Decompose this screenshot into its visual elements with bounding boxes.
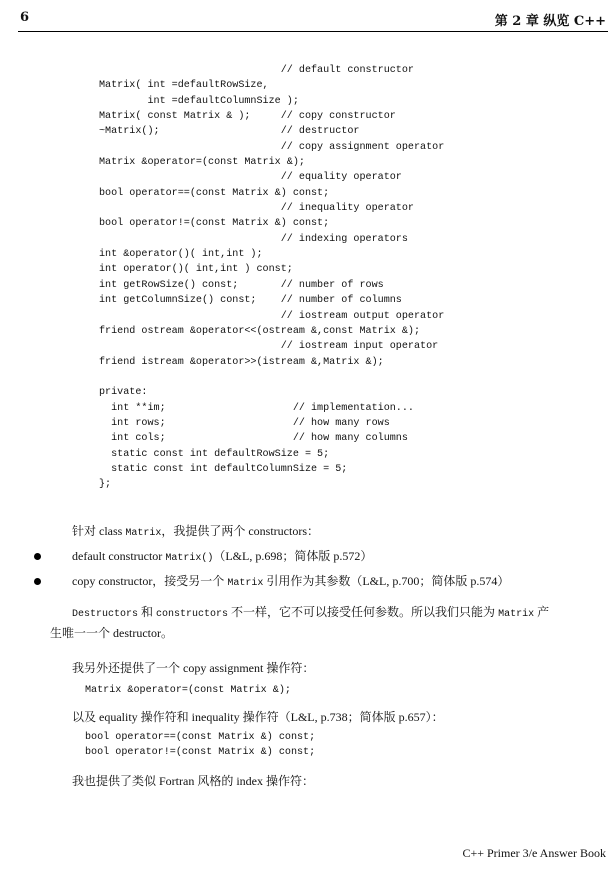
copy-assignment-text: 我另外还提供了一个 copy assignment 操作符： xyxy=(72,661,315,675)
bullet-code: Matrix xyxy=(227,578,264,589)
bullet-text: default constructor xyxy=(72,549,166,563)
bullet-dot xyxy=(34,578,41,585)
bullet-item xyxy=(72,547,372,564)
bullet-code: Matrix() xyxy=(165,553,214,564)
paragraph-text: 产 xyxy=(534,605,550,619)
code-term: constructors xyxy=(156,609,229,620)
equality-code: bool operator==(const Matrix &) const; bool operator!=(const Matrix &) const; xyxy=(85,732,316,759)
paragraph-text: 和 xyxy=(138,605,157,619)
matrix-class-code: // default constructor Matrix( int =defaultRowSize, int =defaultColumnSize ); Matrix( const Matrix & ); // copy constructor ~Matrix(); // destructor // copy assignment operator Matrix &operator=(const Matrix &); // equality operator bool operator==(const Matrix &) const; // inequality operator bool operator!=(const Matrix &) const; // indexing operators int &operator()( int,int ); int operator()( int,int ) const; int getRowSize() const; // number of rows int getColumnSize() const; // number of columns // iostream output operator friend ostream &operator<<(ostream &,const Matrix &); // iostream input operator friend istream &operator>>(istream &,Matrix &); private: int **im; // implementation... int rows; // how many rows int cols; // how many columns static const int defaultRowSize = 5; static const int defaultColumnSize = 5; }; xyxy=(99,65,445,491)
bullet-text-end: 引用作为其参数（L&L, p.700；简体版 p.574） xyxy=(263,574,510,588)
bullet-item xyxy=(72,572,509,589)
code-term: Destructors xyxy=(72,609,139,620)
destructor-paragraph-line-1 xyxy=(72,603,549,620)
paragraph-text: 不一样，它不可以接受任何参数。所以我们只能为 xyxy=(228,605,499,619)
bullet-dot xyxy=(34,553,41,560)
intro-text: 针对 class xyxy=(72,524,126,538)
intro-code: Matrix xyxy=(125,528,162,539)
index-operator-text: 我也提供了类似 Fortran 风格的 index 操作符： xyxy=(72,774,314,788)
chapter-title: 第 2 章 纵览 C++ xyxy=(494,14,606,29)
intro-paragraph xyxy=(72,522,319,539)
header-rule xyxy=(18,31,608,32)
equality-text: 以及 equality 操作符和 inequality 操作符（L&L, p.738；简体版 p.657）： xyxy=(72,710,444,724)
destructor-paragraph-line-2: 生唯一一个 destructor。 xyxy=(50,626,173,640)
page-number: 6 xyxy=(20,10,30,25)
footer-book-title: C++ Primer 3/e Answer Book xyxy=(462,846,606,860)
intro-text-end: ，我提供了两个 constructors： xyxy=(161,524,319,538)
bullet-text-end: （L&L, p.698；简体版 p.572） xyxy=(213,549,373,563)
copy-assignment-code: Matrix &operator=(const Matrix &); xyxy=(85,685,291,696)
code-term: Matrix xyxy=(498,609,535,620)
bullet-text: copy constructor，接受另一个 xyxy=(72,574,228,588)
